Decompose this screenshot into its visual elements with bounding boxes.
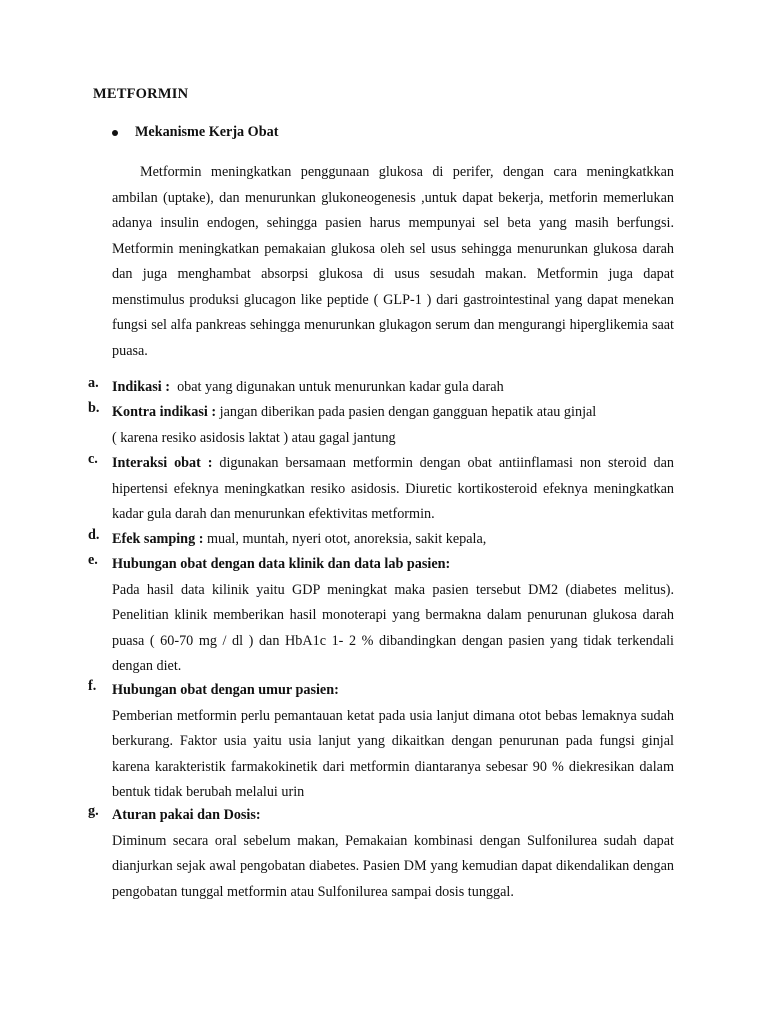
item-label: Indikasi : [112, 379, 170, 395]
list-item-umur-pasien [88, 678, 674, 806]
list-marker: e. [88, 552, 98, 568]
item-text: Pada hasil data kilinik yaitu GDP meningkat maka pasien tersebut DM2 (diabetes melitus). Penelitian klinik memberikan hasil monoterapi yang bermakna dalam penurunan glukosa darah puasa ( 60-70 mg / dl ) dan HbA1c 1- 2 % dibandingkan dengan pasien yang tidak terkendali dengan diet. [112, 581, 674, 674]
item-text: obat yang digunakan untuk menurunkan kadar gula darah [169, 379, 504, 395]
list-marker: a. [88, 375, 99, 391]
item-label: Interaksi obat : [112, 455, 213, 471]
item-text: mual, muntah, nyeri otot, anoreksia, sakit kepala, [203, 531, 487, 547]
list-item-efek-samping [88, 527, 674, 553]
list-item-body [112, 400, 674, 451]
item-label: Hubungan obat dengan umur pasien: [112, 682, 339, 698]
section-heading: Mekanisme Kerja Obat [135, 124, 279, 140]
item-text-continued: ( karena resiko asidosis laktat ) atau gagal jantung [112, 429, 396, 446]
item-text: jangan diberikan pada pasien dengan gangguan hepatik atau ginjal [216, 404, 597, 420]
item-label: Aturan pakai dan Dosis: [112, 807, 261, 823]
item-label: Hubungan obat dengan data klinik dan data lab pasien: [112, 556, 451, 572]
list-marker: b. [88, 400, 100, 416]
list-item-interaksi-obat [88, 451, 678, 528]
list-item-body [112, 375, 674, 401]
list-item-body [112, 678, 674, 806]
list-item-body [112, 527, 674, 553]
document-title: METFORMIN [93, 86, 189, 102]
bullet-heading-row [112, 124, 278, 141]
list-item-body [112, 803, 674, 905]
bullet-dot-icon [112, 130, 118, 136]
list-item-body [112, 552, 674, 680]
list-marker: d. [88, 527, 100, 543]
list-marker: f. [88, 678, 97, 694]
item-text: Pemberian metformin perlu pemantauan ketat pada usia lanjut dimana otot bebas lemaknya sudah berkurang. Faktor usia yaitu usia lanjut yang dikaitkan dengan penurunan pada fungsi ginjal karena karakteristik farmakokinetik dari metformin diantaranya sebesar 90 % diekresikan dalam bentuk tidak berubah melalui urin [112, 707, 674, 800]
list-item-data-klinik [88, 552, 674, 680]
item-text: Diminum secara oral sebelum makan, Pemakaian kombinasi dengan Sulfonilurea sudah dapat dianjurkan sejak awal pengobatan diabetes. Pasien DM yang kemudian dapat dikendalikan dengan pengobatan tunggal metformin atau Sulfonilurea sampai dosis tunggal. [112, 832, 674, 900]
mechanism-paragraph: Metformin meningkatkan penggunaan glukosa di perifer, dengan cara meningkatkkan ambilan (uptake), dan menurunkan glukoneogenesis ,untuk dapat bekerja, metforin memerlukan adanya insulin endogen, sehingga pasien harus mempunyai sel beta yang masih berfungsi. Metformin meningkatkan pemakaian glukosa oleh sel usus sehingga menurunkan glukosa darah dan juga menghambat absorpsi glukosa di usus sesudah makan. Metformin juga dapat menstimulus produksi glucagon like peptide ( GLP-1 ) dari gastrointestinal yang dapat menekan fungsi sel alfa pankreas sehingga menurunkan glukagon serum dan mengurangi hiperglikemia saat puasa. [112, 164, 674, 359]
list-marker: c. [88, 451, 98, 467]
list-item-indikasi [88, 375, 674, 401]
list-item-aturan-pakai [88, 803, 674, 905]
item-label: Kontra indikasi : [112, 404, 217, 420]
item-text: digunakan bersamaan metformin dengan obat antiinflamasi non steroid dan hipertensi efeknya meningkatkan resiko asidosis. Diuretic kortikosteroid efeknya meningkatkan kadar gula darah dan menurunkan efektivitas metformin. [112, 455, 678, 522]
list-marker: g. [88, 803, 99, 819]
item-label: Efek samping : [112, 531, 204, 547]
list-item-body [112, 451, 678, 528]
list-item-kontra-indikasi [88, 400, 674, 451]
